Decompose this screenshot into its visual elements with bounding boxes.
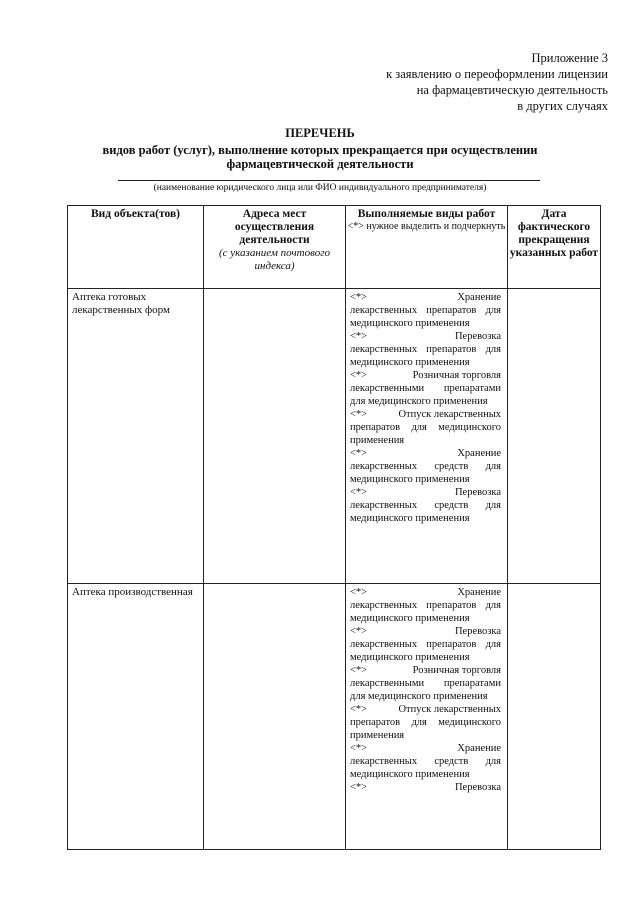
work-title: Хранение: [457, 292, 501, 303]
work-description: препаратов для медицинского применения: [350, 717, 501, 741]
work-title: Перевозка: [454, 487, 501, 498]
select-mark: <*>: [350, 626, 368, 637]
termination-date-cell[interactable]: [508, 289, 601, 584]
work-title: Перевозка: [454, 626, 501, 637]
work-description: лекарственных препаратов для медицинского применения: [350, 344, 501, 368]
address-cell[interactable]: [204, 584, 346, 850]
select-mark: <*>: [350, 331, 368, 342]
work-item[interactable]: [350, 625, 501, 664]
work-description: лекарственными препаратами для медицинского применения: [350, 678, 501, 702]
work-description: лекарственных средств для медицинского применения: [350, 500, 501, 524]
work-item-head: [350, 486, 501, 499]
header-date: [508, 206, 601, 289]
work-item[interactable]: [350, 586, 501, 625]
work-description: лекарственных средств для медицинского применения: [350, 461, 501, 485]
header-works-note: <*> нужное выделить и подчеркнуть: [347, 221, 506, 232]
work-item-head: [350, 664, 501, 677]
select-mark: <*>: [350, 704, 368, 715]
work-item-head: [350, 408, 501, 421]
work-item-head: [350, 369, 501, 382]
work-item-head: [350, 330, 501, 343]
work-item[interactable]: [350, 742, 501, 781]
work-title: Отпуск лекарственных: [398, 704, 501, 715]
work-item-head: [350, 781, 501, 794]
works-cell: [346, 584, 508, 850]
object-type-cell: Аптека производственная: [68, 584, 204, 850]
table-row: [68, 289, 601, 584]
work-item-head: [350, 447, 501, 460]
work-item[interactable]: [350, 369, 501, 408]
appendix-line: к заявлению о переоформлении лицензии: [386, 67, 608, 81]
entity-name-line[interactable]: [118, 180, 540, 181]
works-table: [67, 205, 601, 850]
work-item[interactable]: [350, 486, 501, 525]
select-mark: <*>: [350, 743, 368, 754]
address-cell[interactable]: [204, 289, 346, 584]
select-mark: <*>: [350, 782, 368, 793]
work-title: Хранение: [457, 448, 501, 459]
work-description: лекарственных препаратов для медицинского применения: [350, 639, 501, 663]
object-type-cell: Аптека готовых лекарственных форм: [68, 289, 204, 584]
select-mark: <*>: [350, 587, 368, 598]
header-works-label: Выполняемые виды работ: [357, 208, 496, 220]
work-item[interactable]: [350, 408, 501, 447]
table-row: [68, 584, 601, 850]
work-title: Перевозка: [454, 331, 501, 342]
document-subtitle-line2: фармацевтической деятельности: [226, 157, 414, 171]
work-description: лекарственными препаратами для медицинского применения: [350, 383, 501, 407]
appendix-note: [308, 50, 608, 114]
document-subtitle-line1: видов работ (услуг), выполнение которых прекращается при осуществлении: [102, 143, 538, 157]
work-item[interactable]: [350, 781, 501, 794]
select-mark: <*>: [350, 409, 368, 420]
work-item-head: [350, 742, 501, 755]
work-item-head: [350, 625, 501, 638]
work-item-head: [350, 291, 501, 304]
header-date-label: Дата фактического прекращения указанных работ: [509, 208, 599, 259]
work-description: лекарственных препаратов для медицинского применения: [350, 600, 501, 624]
work-title: Розничная торговля: [412, 665, 501, 676]
termination-date-cell[interactable]: [508, 584, 601, 850]
select-mark: <*>: [350, 448, 368, 459]
work-title: Хранение: [457, 587, 501, 598]
work-title: Хранение: [457, 743, 501, 754]
header-address-label: Адреса мест осуществления деятельности: [234, 208, 315, 246]
header-works: [346, 206, 508, 289]
work-title: Розничная торговля: [412, 370, 501, 381]
work-item[interactable]: [350, 330, 501, 369]
works-cell: [346, 289, 508, 584]
header-object-label: Вид объекта(тов): [90, 208, 180, 220]
appendix-line: на фармацевтическую деятельность: [416, 83, 608, 97]
entity-name-caption: (наименование юридического лица или ФИО индивидуального предпринимателя): [153, 183, 487, 193]
work-item[interactable]: [350, 291, 501, 330]
work-item[interactable]: [350, 703, 501, 742]
header-object: [68, 206, 204, 289]
appendix-line: Приложение 3: [531, 51, 608, 65]
select-mark: <*>: [350, 292, 368, 303]
work-item[interactable]: [350, 447, 501, 486]
work-item-head: [350, 586, 501, 599]
work-item[interactable]: [350, 664, 501, 703]
header-address: [204, 206, 346, 289]
header-address-note: (с указанием почтового индекса): [218, 247, 330, 272]
appendix-line: в других случаях: [517, 99, 608, 113]
work-description: лекарственных препаратов для медицинского применения: [350, 305, 501, 329]
document-title: ПЕРЕЧЕНЬ: [285, 126, 355, 140]
select-mark: <*>: [350, 370, 368, 381]
work-title: Перевозка: [454, 782, 501, 793]
select-mark: <*>: [350, 665, 368, 676]
select-mark: <*>: [350, 487, 368, 498]
work-description: лекарственных средств для медицинского применения: [350, 756, 501, 780]
work-description: препаратов для медицинского применения: [350, 422, 501, 446]
work-item-head: [350, 703, 501, 716]
work-title: Отпуск лекарственных: [398, 409, 501, 420]
